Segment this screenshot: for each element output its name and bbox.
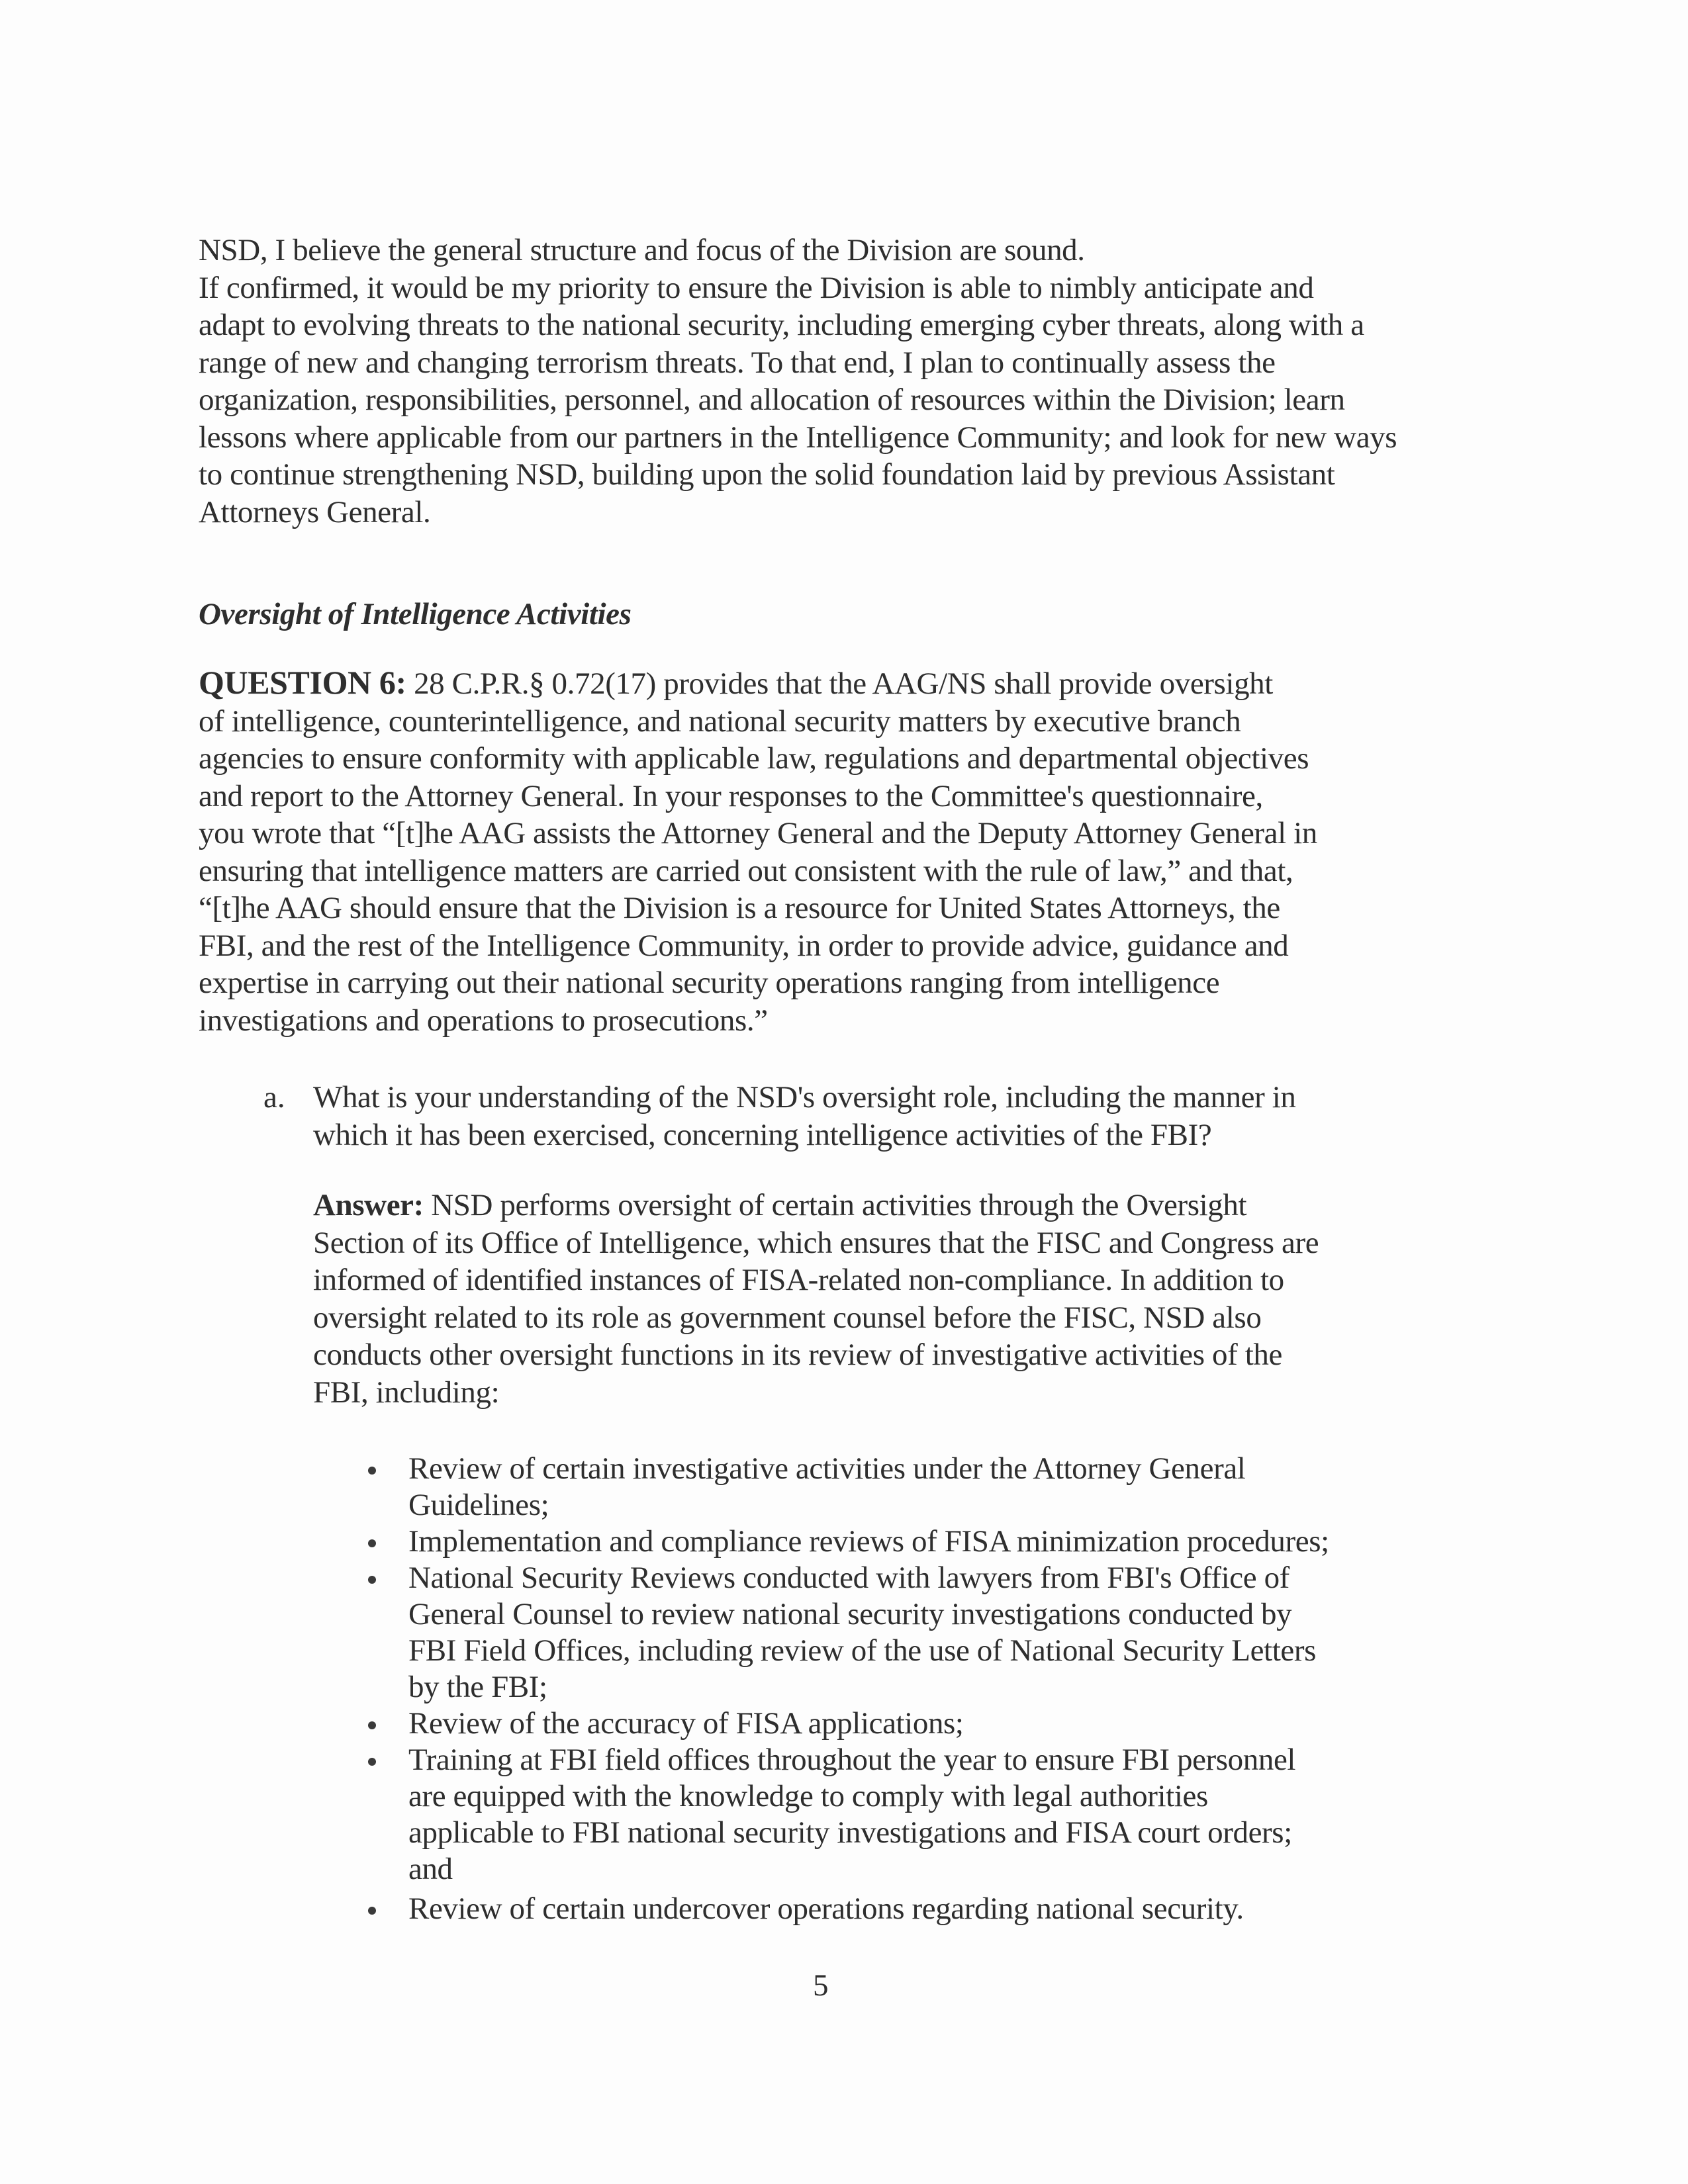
intro-paragraph	[199, 232, 1397, 531]
text-line: NSD, I believe the general structure and focus of the Division are sound.	[199, 233, 1085, 267]
page-number: 5	[813, 1968, 829, 2003]
text-line: Implementation and compliance reviews of FISA minimization procedures;	[408, 1524, 1329, 1559]
bullet-icon	[368, 1576, 376, 1584]
text-line: oversight related to its role as government counsel before the FISC, NSD also	[313, 1300, 1262, 1335]
text-line: of intelligence, counterintelligence, and national security matters by executive branch	[199, 704, 1241, 739]
question-label: QUESTION 6:	[199, 664, 406, 701]
text-line: and report to the Attorney General. In your responses to the Committee's questionnaire,	[199, 778, 1263, 813]
text-line: informed of identified instances of FISA-related non-compliance. In addition to	[313, 1263, 1284, 1297]
question-text: 28 C.P.R.§ 0.72(17) provides that the AAG/NS shall provide oversight	[406, 666, 1273, 701]
text-line: Section of its Office of Intelligence, which ensures that the FISC and Congress are	[313, 1225, 1319, 1260]
list-item-text	[408, 1451, 1245, 1524]
bullet-icon	[368, 1721, 376, 1729]
bullet-icon	[368, 1758, 376, 1766]
list-item-text	[408, 1742, 1295, 1888]
text-line: Review of certain investigative activities under the Attorney General	[408, 1451, 1246, 1486]
text-line: “[t]he AAG should ensure that the Division is a resource for United States Attorneys, the	[199, 891, 1280, 925]
answer-text: NSD performs oversight of certain activities through the Oversight	[423, 1188, 1247, 1222]
text-line: conducts other oversight functions in its review of investigative activities of the	[313, 1338, 1282, 1372]
bullet-icon	[368, 1539, 376, 1547]
text-line: FBI, and the rest of the Intelligence Community, in order to provide advice, guidance and	[199, 928, 1289, 963]
text-line: investigations and operations to prosecutions.”	[199, 1003, 768, 1038]
text-line: organization, responsibilities, personnel, and allocation of resources within the Division; learn	[199, 383, 1345, 417]
text-line: range of new and changing terrorism threats. To that end, I plan to continually assess the	[199, 345, 1276, 380]
text-line: lessons where applicable from our partners in the Intelligence Community; and look for new ways	[199, 420, 1397, 455]
text-line: adapt to evolving threats to the national security, including emerging cyber threats, along with a	[199, 308, 1364, 342]
text-line: ensuring that intelligence matters are carried out consistent with the rule of law,” and that,	[199, 853, 1293, 888]
question-first-line	[199, 664, 1317, 703]
text-line: Review of the accuracy of FISA applications;	[408, 1706, 964, 1741]
list-item-text	[408, 1891, 1244, 1927]
list-item-text	[408, 1524, 1329, 1560]
text-line: General Counsel to review national security investigations conducted by	[408, 1597, 1292, 1631]
bullet-icon	[368, 1907, 376, 1915]
bullet-icon	[368, 1467, 376, 1475]
section-heading: Oversight of Intelligence Activities	[199, 597, 632, 631]
sub-question	[313, 1079, 1296, 1154]
text-line: by the FBI;	[408, 1670, 547, 1704]
text-line: agencies to ensure conformity with applicable law, regulations and departmental objectives	[199, 741, 1309, 776]
text-line: you wrote that “[t]he AAG assists the Attorney General and the Deputy Attorney General in	[199, 816, 1317, 850]
list-item-text	[408, 1560, 1316, 1706]
answer-first-line	[313, 1187, 1319, 1224]
answer-label: Answer:	[313, 1188, 424, 1222]
text-line: National Security Reviews conducted with lawyers from FBI's Office of	[408, 1561, 1289, 1595]
text-line: Review of certain undercover operations regarding national security.	[408, 1891, 1244, 1926]
answer-paragraph	[313, 1187, 1319, 1411]
text-line: Training at FBI field offices throughout the year to ensure FBI personnel	[408, 1743, 1296, 1777]
text-line: and	[408, 1852, 453, 1886]
sub-question-letter: a.	[263, 1080, 285, 1115]
list-item-text	[408, 1706, 964, 1742]
text-line: Attorneys General.	[199, 494, 431, 529]
text-line: FBI, including:	[313, 1375, 500, 1410]
text-line: Guidelines;	[408, 1488, 549, 1522]
question-paragraph	[199, 664, 1317, 1039]
text-line: which it has been exercised, concerning intelligence activities of the FBI?	[313, 1117, 1212, 1152]
text-line: applicable to FBI national security investigations and FISA court orders;	[408, 1815, 1292, 1850]
text-line: are equipped with the knowledge to comply with legal authorities	[408, 1779, 1208, 1813]
text-line: to continue strengthening NSD, building upon the solid foundation laid by previous Assistant	[199, 457, 1335, 492]
text-line: FBI Field Offices, including review of the use of National Security Letters	[408, 1633, 1316, 1668]
text-line: expertise in carrying out their national security operations ranging from intelligence	[199, 966, 1220, 1000]
text-line: What is your understanding of the NSD's oversight role, including the manner in	[313, 1080, 1296, 1115]
text-line: If confirmed, it would be my priority to ensure the Division is able to nimbly anticipate and	[199, 270, 1314, 305]
